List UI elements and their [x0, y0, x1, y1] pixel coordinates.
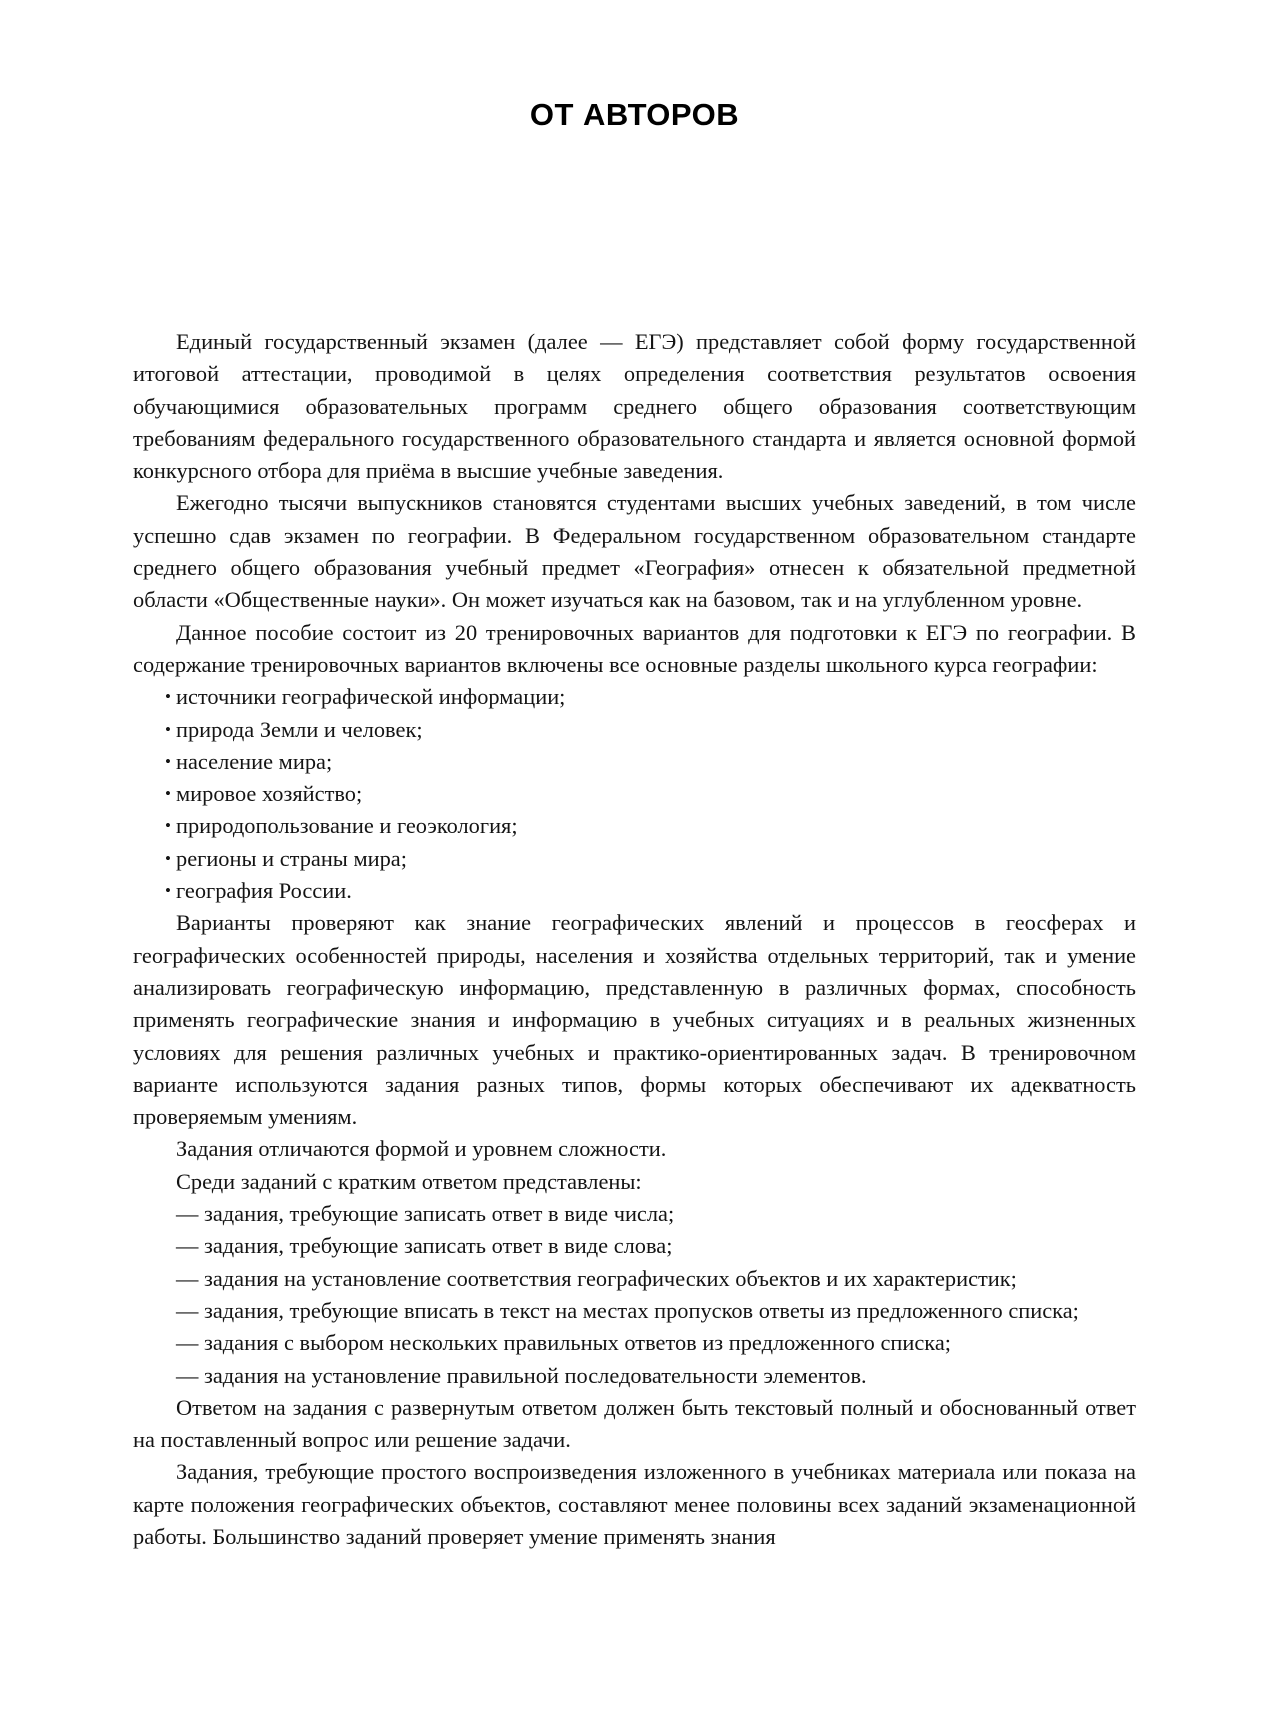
list-item: [133, 746, 1136, 778]
short-answer-dash-list: [133, 1198, 1136, 1392]
middle-paragraph-2: Задания отличаются формой и уровнем сложности.: [176, 1136, 667, 1162]
list-item: — задания, требующие вписать в текст на местах пропусков ответы из предложенного списка;: [176, 1297, 1079, 1323]
list-item-label: природопользование и геоэкология;: [176, 813, 518, 839]
list-item-label: население мира;: [176, 748, 333, 774]
list-item: [133, 778, 1136, 810]
list-item: — задания, требующие записать ответ в виде числа;: [176, 1201, 675, 1227]
list-item: [133, 810, 1136, 842]
topics-bullet-list: [133, 681, 1136, 907]
intro-paragraph-3: Данное пособие состоит из 20 тренировочных вариантов для подготовки к ЕГЭ по географии. В содержание тренировочных вариантов включены все основные разделы школьного курса географии:: [133, 619, 1136, 677]
list-item-label: мировое хозяйство;: [176, 781, 363, 807]
list-item: — задания на установление соответствия географических объектов и их характеристик;: [176, 1265, 1017, 1291]
bullet-icon: •: [165, 784, 171, 804]
list-item: [133, 875, 1136, 907]
bullet-icon: •: [165, 848, 171, 868]
bullet-icon: •: [165, 881, 171, 901]
end-paragraph-1: Ответом на задания с развернутым ответом должен быть текстовый полный и обоснованный ответ на поставленный вопрос или решение задачи.: [133, 1394, 1136, 1453]
page-title: ОТ АВТОРОВ: [529, 97, 740, 132]
list-item-label: источники географической информации;: [176, 684, 566, 710]
middle-paragraph-3: Среди заданий с кратким ответом представлены:: [176, 1168, 642, 1194]
page-content: [133, 0, 1136, 1553]
list-item-label: география России.: [176, 878, 352, 904]
list-item: [133, 843, 1136, 875]
end-paragraph-2: Задания, требующие простого воспроизведения изложенного в учебниках материала или показа на карте положения географических объектов, составляют менее половины всех заданий экзаменационной работы. Большинство заданий проверяет умение применять знания: [133, 1459, 1136, 1549]
middle-paragraph-1: Варианты проверяют как знание географических явлений и процессов в геосферах и географических особенностей природы, населения и хозяйства отдельных территорий, так и умение анализировать географическую информацию, представленную в различных формах, способность применять географические знания и информацию в учебных ситуациях и в реальных жизненных условиях для решения различных учебных и практико-ориентированных задач. В тренировочном варианте используются задания разных типов, формы которых обеспечивают их адекватность проверяемым умениям.: [133, 910, 1136, 1130]
list-item-label: природа Земли и человек;: [176, 716, 423, 742]
list-item: [133, 681, 1136, 713]
list-item-label: регионы и страны мира;: [176, 845, 407, 871]
bullet-icon: •: [165, 816, 171, 836]
bullet-icon: •: [165, 719, 171, 739]
intro-paragraph-1: Единый государственный экзамен (далее — ЕГЭ) представляет собой форму государственной итоговой аттестации, проводимой в целях определения соответствия результатов освоения обучающимися образовательных программ среднего общего образования соответствующим требованиям федерального государственного образовательного стандарта и является основной формой конкурсного отбора для приёма в высшие учебные заведения.: [133, 329, 1136, 484]
bullet-icon: •: [165, 751, 171, 771]
list-item: — задания с выбором нескольких правильных ответов из предложенного списка;: [176, 1330, 952, 1356]
body-text-block: [133, 326, 1136, 1553]
list-item: — задания на установление правильной последовательности элементов.: [176, 1362, 867, 1388]
bullet-icon: •: [165, 687, 171, 707]
list-item: — задания, требующие записать ответ в виде слова;: [176, 1233, 673, 1259]
list-item: [133, 714, 1136, 746]
intro-paragraph-2: Ежегодно тысячи выпускников становятся студентами высших учебных заведений, в том числе успешно сдав экзамен по географии. В Федеральном государственном образовательном стандарте среднего общего образования учебный предмет «География» отнесен к обязательной предметной области «Общественные науки». Он может изучаться как на базовом, так и на углубленном уровне.: [133, 490, 1136, 613]
